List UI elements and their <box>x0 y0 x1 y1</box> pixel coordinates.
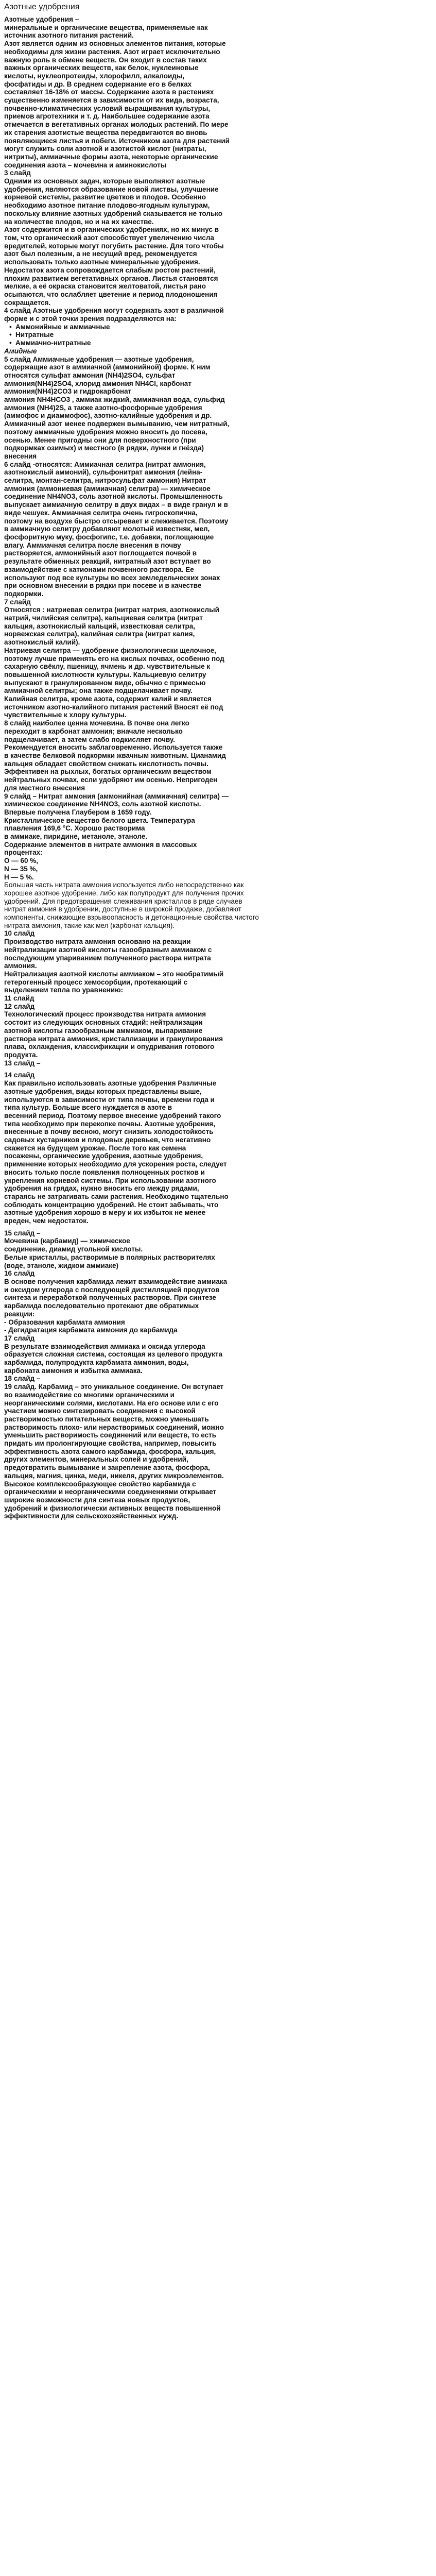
text-line: широкие возможности для синтеза новых продуктов, <box>4 1496 190 1504</box>
text-line: 6 слайд -относятся: Аммиачная селитра (нитрат аммония, <box>4 460 206 468</box>
text-line: и оксидом углерода с последующей дистилляцией продуктов <box>4 1285 220 1294</box>
text-line: 8 слайд наиболее ценна мочевина. В почве она легко <box>4 719 189 727</box>
text-line: 9 слайд – Нитрат аммония (аммонийная (аммиачная) селитра) — <box>4 792 229 800</box>
text-line: том, что органический азот способствует увеличению числа <box>4 233 215 242</box>
text-line: аммония(NH4)2CO3 и гидрокарбонат <box>4 387 132 396</box>
text-line: укрепления корневой системы. При использовании азотного <box>4 1176 216 1184</box>
text-line: химическое соединение NH4NO3, соль азотной кислоты. <box>4 800 201 808</box>
text-line: влагу. Аммиачная селитра после внесения в почву <box>4 541 181 549</box>
text-line: нейтральных почвах, если удобряют им осенью. Непригоден <box>4 776 218 784</box>
text-line: садовых кустарников и плодовых деревьев, что негативно <box>4 1136 211 1144</box>
text-line: скажется на будущем урожае. После того как семена <box>4 1144 186 1152</box>
text-line: Как правильно использовать азотные удобрения Различные <box>4 1079 217 1088</box>
text-line: Калийная селитра, кроме азота, содержит калий и является <box>4 695 212 703</box>
text-line: 12 слайд <box>4 1002 35 1010</box>
text-line: нейтрализации азотной кислоты газообразным аммиаком с <box>4 945 212 954</box>
text-line: Амидные <box>4 347 37 355</box>
text-line: удобрений. Для предотвращения слеживания кристаллов в ряде случаев <box>4 897 242 905</box>
text-line: необходимы для жизни растения. Азот играет исключительно <box>4 47 220 56</box>
text-line: соблюдать концентрацию удобрений. Не стоит забывать, что <box>4 1200 219 1209</box>
text-line: выпускают в гранулированном виде, обычно с примесью <box>4 679 206 687</box>
text-line: 18 слайд – <box>4 1375 41 1383</box>
spacer <box>4 1225 432 1229</box>
text-line: Нейтрализация азотной кислоты аммиаком – это необратимый <box>4 970 224 978</box>
text-line: 11 слайд <box>4 994 34 1003</box>
text-line: плавления 169,6 °C. Хорошо растворима <box>4 824 145 833</box>
text-line: чувствительные к хлору культуры. <box>4 711 127 719</box>
text-line: Азот является одним из основных элементов питания, которые <box>4 40 226 48</box>
text-line: источник азотного питания растений. <box>4 31 134 40</box>
text-line: удобрения на грядах, нужно вносить его между рядами, <box>4 1184 199 1193</box>
text-line: образуется сложная система, состоящая из целевого продукта <box>4 1350 223 1359</box>
text-line: Недостаток азота сопровождается слабым ростом растений, <box>4 266 216 274</box>
text-line: азотнокислый калий). <box>4 638 80 647</box>
text-line: вредителей, которые могут погубить растение. Для того чтобы <box>4 242 224 250</box>
text-line: эффективность азота самого карбамида, фосфора, кальция, <box>4 1447 216 1455</box>
text-line: в аммиачную селитру добавляют молотый известняк, мел, <box>4 525 210 533</box>
text-line: неорганическими солями, кислотами. На его основе или с его <box>4 1399 219 1407</box>
text-line: кальция, магния, цинка, меди, никеля, других микроэлементов. <box>4 1471 224 1480</box>
text-line: азотные удобрения, виды которых представлены выше, <box>4 1087 202 1095</box>
text-line: азотные удобрения хорошо в меру и их избыток не менее <box>4 1209 206 1217</box>
text-line: аммиачной селитры; она также подщелачивает почву. <box>4 687 193 695</box>
text-line: во взаимодействие со многими органическими и <box>4 1391 175 1399</box>
text-line: Эффективен на рыхлых, богатых органическим веществом <box>4 768 212 776</box>
text-line: подкормки. <box>4 589 44 598</box>
text-line: нитрат аммония в удобрении, доступные в широкой продаже, добавляют <box>4 905 241 913</box>
text-line: удобрения, являются образование новой листвы, улучшение <box>4 185 219 193</box>
text-line: типа необходимо при перекопке почвы. Азотные удобрения, <box>4 1120 215 1128</box>
text-line: посажены, органические удобрения, азотные удобрения, <box>4 1152 203 1160</box>
text-line: карбоната аммония и избытка аммиака. <box>4 1366 143 1375</box>
text-line: Технологический процесс производства нитрата аммония <box>4 1010 206 1019</box>
text-line: соединение, диамид угольной кислоты. <box>4 1245 143 1253</box>
text-line: взаимодействие с катионами почвенного раствора. Ее <box>4 565 194 573</box>
text-line: приемов агротехники и т. д. Наибольшее содержание азота <box>4 112 210 121</box>
text-line: процентах: <box>4 849 43 857</box>
text-line: в аммиаке, пиридине, метаноле, этаноле. <box>4 833 148 841</box>
text-line: состоит из следующих основных стадий: нейтрализации <box>4 1019 203 1027</box>
text-line: предотвратить вымывание и закрепление азота, фосфора, <box>4 1464 210 1472</box>
text-line: внесения <box>4 452 37 460</box>
text-line: эффективности для сельскохозяйственных нужд. <box>4 1512 179 1520</box>
spacer <box>4 1067 432 1071</box>
text-line: кальция обладает свойством снижать кислотность почвы. <box>4 759 208 768</box>
list-item: • Нитратные <box>4 331 432 339</box>
text-line: 7 слайд <box>4 598 31 606</box>
text-line: гетерогенный процесс хемосорбции, протекающий с <box>4 978 188 986</box>
text-line: осенью. Менее пригодны они для поверхностного (при <box>4 436 196 444</box>
text-line: используют под все культуры во всех земледельческих зонах <box>4 573 220 582</box>
text-line: растворяется, аммонийный азот поглощается почвой в <box>4 549 197 557</box>
text-line: реакции: <box>4 1310 35 1318</box>
text-line: сахарную свёклу, пшеницу, ячмень и др. чувствительные к <box>4 663 211 671</box>
document-body <box>4 15 432 1520</box>
text-line: В основе получения карбамида лежит взаимодействие аммиака <box>4 1277 228 1285</box>
text-line: Впервые получена Глаубером в 1659 году. <box>4 808 152 816</box>
text-line: органическими и неорганическими соединениями открывает <box>4 1488 217 1496</box>
text-line: важных органических веществ, как белок, нуклеиновые <box>4 64 199 72</box>
text-line: вреден, чем недостаток. <box>4 1217 89 1225</box>
text-line: вносить только после появления полноценных ростков и <box>4 1168 205 1176</box>
text-line: O — 60 %, <box>4 857 39 865</box>
text-line: - Образования карбамата аммония <box>4 1318 125 1326</box>
text-line: - Дегидратация карбамата аммония до карбамида <box>4 1326 178 1334</box>
text-line: 15 слайд – <box>4 1229 41 1237</box>
text-line: H — 5 %. <box>4 873 34 881</box>
text-line: растворимостью питательных веществ, можно уменьшать <box>4 1415 209 1423</box>
text-line: повышенной кислотности культуры. Кальциевую селитру <box>4 670 206 679</box>
text-line: сокращается. <box>4 298 51 307</box>
text-line: важную роль в обмене веществ. Он входит в состав таких <box>4 56 207 64</box>
text-line: раствора нитрата аммония, кристаллизации и гранулирования <box>4 1035 223 1043</box>
text-line: соединения азота – мочевина и аминокислоты <box>4 161 167 169</box>
text-line: карбамида, полупродукта карбамата аммония, воды, <box>4 1359 189 1367</box>
text-line: последующим упариванием полученного раствора нитрата <box>4 954 211 962</box>
text-line: внесенные в почву весною, могут снизить холодостойкость <box>4 1128 214 1136</box>
text-line: аммония (аммониевая (аммиачная) селитра) — химическое <box>4 484 211 493</box>
list-item: • Аммиачно-нитратные <box>4 339 432 347</box>
text-line: Одними из основных задач, которые выполняют азотные <box>4 177 205 185</box>
text-line: участием можно синтезировать соединения с высокой <box>4 1407 196 1415</box>
text-line: 16 слайд <box>4 1269 35 1278</box>
text-line: натрий, чилийская селитра), кальциевая селитра (нитрат <box>4 614 203 622</box>
text-line: 14 слайд <box>4 1071 35 1079</box>
text-line: фосфоритную муку, фосфогипс, т.е. добавки, поглощающие <box>4 533 214 541</box>
text-line: 17 слайд <box>4 1334 35 1342</box>
text-line: содержащие азот в аммиачной (аммонийной) форме. К ним <box>4 363 211 371</box>
text-line: 4 слайд Азотные удобрения могут содержать азот в различной <box>4 307 224 315</box>
text-line: Кристаллическое вещество белого цвета. Температура <box>4 816 195 824</box>
text-line: плава, охлаждения, классификации и опудривания готового <box>4 1043 215 1051</box>
text-line: хорошее азотное удобрение, либо как полупродукт для получения прочих <box>4 889 244 897</box>
text-line: применение которых необходимо для ускорения роста, следует <box>4 1160 227 1168</box>
text-line: 10 слайд <box>4 929 35 938</box>
text-line: карбамида последовательно протекают две обратимых <box>4 1302 199 1310</box>
text-line: нитрата аммония, такие как мел (карбонат кальция). <box>4 921 175 929</box>
text-line: составляет 16-18% от массы. Содержание азота в растениях <box>4 88 214 96</box>
text-line: фосфатиды и др. В среднем содержание его в белках <box>4 80 192 88</box>
text-line: весенний период. Поэтому первое внесение удобрений такого <box>4 1111 221 1120</box>
text-line: мелкие, а её окраска становится желтоватой, листья рано <box>4 282 206 291</box>
text-line: поэтому лучше применять его на кислых почвах, особенно под <box>4 654 224 663</box>
text-line: В результате взаимодействия аммиака и оксида углерода <box>4 1342 205 1350</box>
text-line: поэтому аммиачные удобрения можно вносить до посева, <box>4 428 207 436</box>
text-line: нитриты), аммиачные формы азота, некоторые органические <box>4 152 218 161</box>
text-line: стараясь не затрагивать сами растения. Необходимо тщательно <box>4 1192 229 1200</box>
text-line: почвенно-климатических условий выращивания культуры, <box>4 104 211 112</box>
text-line: азотнокислый аммоний), сульфонитрат аммония (лейна- <box>4 468 203 477</box>
text-line: подкормках озимых) и местного (в рядки, лунки и гнёзда) <box>4 444 204 452</box>
text-line: (аммофос и диаммофос), азотно-калийные удобрения и др. <box>4 412 212 420</box>
text-line: существенно изменяется в зависимости от их вида, возраста, <box>4 96 219 105</box>
text-line: удобрений и физиологически активных веществ повышенной <box>4 1504 221 1512</box>
text-line: подщелачивает, а затем слабо подкисляет почву. <box>4 735 175 743</box>
text-line: при основном внесении в рядки при посеве и в качестве <box>4 582 202 590</box>
text-line: придать им пролонгирующие свойства, например, повысить <box>4 1439 217 1448</box>
text-line: результате обменных реакций, нитратный азот вступает во <box>4 557 211 566</box>
text-line: осыпаются, что ослабляет цветение и период плодоношения <box>4 290 218 298</box>
text-line: кальция, азотнокислый кальций, известковая селитра, <box>4 622 196 630</box>
text-line: форме и с этой точки зрения подразделяются на: <box>4 315 177 323</box>
text-line: плохим развитием вегетативных органов. Листья становятся <box>4 274 218 282</box>
text-line: поэтому на воздухе быстро отсыревает и слеживается. Поэтому <box>4 517 229 525</box>
text-line: азот был полезным, а не несущий вред, рекомендуется <box>4 250 197 258</box>
text-line: 3 слайд <box>4 169 31 177</box>
text-line: на количестве плодов, но и на их качестве. <box>4 217 154 226</box>
text-line: появляющиеся листья и побеги. Источником азота для растений <box>4 137 230 145</box>
text-line: Натриевая селитра — удобрение физиологически щелочное, <box>4 646 217 654</box>
text-line: Рекомендуется вносить заблаговременно. Используется также <box>4 743 223 752</box>
text-line: используются в зависимости от типа почвы, времени года и <box>4 1095 215 1104</box>
text-line: переходит в карбонат аммония; вначале несколько <box>4 727 183 735</box>
text-line: Относятся : натриевая селитра (нитрат натрия, азотнокислый <box>4 606 219 614</box>
text-line: Высокое комплексообразующее свойство карбамида с <box>4 1480 196 1488</box>
text-line: растворимость плохо- или нерастворимых соединений, можно <box>4 1423 224 1431</box>
text-line: (воде, этаноле, жидком аммиаке) <box>4 1261 119 1269</box>
text-line: поскольку влияние азотных удобрений сказывается не только <box>4 209 222 217</box>
text-line: 5 слайд Аммиачные удобрения — азотные удобрения, <box>4 355 194 363</box>
text-line: относятся сульфат аммония (NH4)2SO4, сульфат <box>4 371 176 379</box>
text-line: для местного внесения <box>4 784 85 792</box>
text-line: 19 слайд. Карбамид – это уникальное соединение. Он вступает <box>4 1383 224 1391</box>
text-line: N — 35 %, <box>4 865 38 873</box>
text-line: отмечается в вегетативных органах молодых растений. По мере <box>4 121 229 129</box>
text-line: Мочевина (карбамид) — химическое <box>4 1237 130 1245</box>
text-line: Содержание элементов в нитрате аммония в массовых <box>4 840 197 849</box>
text-line: Азотные удобрения – <box>4 15 79 23</box>
page-title: Азотные удобрения <box>4 3 80 11</box>
text-line: могут служить соли азотной и азотистой кислот (нитраты, <box>4 145 206 153</box>
text-line: в качестве белковой подкормки жвачным животным. Цианамид <box>4 751 226 759</box>
text-line: выделением тепла по уравнению: <box>4 986 124 994</box>
text-line: Большая часть нитрата аммония используется либо непосредственно как <box>4 881 244 889</box>
text-line: 13 слайд – <box>4 1059 41 1067</box>
text-line: корневой системы, развитие цветков и плодов. Особенно <box>4 193 206 201</box>
text-line: виде чешуек. Аммиачная селитра очень гигроскопична, <box>4 509 198 517</box>
text-line: минеральные и органические вещества, применяемые как <box>4 23 208 31</box>
text-line: селитра, монтан-селитра, нитросульфат аммония) Нитрат <box>4 477 206 485</box>
text-line: соединение NH4NO3, соль азотной кислоты. Промышленность <box>4 493 223 501</box>
text-line: кислоты, нуклеопротеиды, хлорофилл, алкалоиды, <box>4 72 185 80</box>
text-line: Белые кристаллы, растворимые в полярных растворителях <box>4 1253 215 1261</box>
text-line: азотной кислоты газообразным аммиаком, выпаривание <box>4 1026 203 1035</box>
text-line: синтеза и переработкой полученных растворов. При синтезе <box>4 1294 216 1302</box>
text-line: их старения азотистые вещества передвигаются во вновь <box>4 128 207 137</box>
text-line: норвежская селитра), калийная селитра (нитрат калия, <box>4 630 195 638</box>
text-line: типа культур. Больше всего нуждается в азоте в <box>4 1104 172 1112</box>
text-line: уменьшить растворимость соединений или веществ, то есть <box>4 1431 216 1439</box>
text-line: аммония. <box>4 962 37 970</box>
text-line: источником азотно-калийного питания растений Вносят её под <box>4 703 223 711</box>
text-line: продукта. <box>4 1051 38 1059</box>
text-line: необходимо азотное питание плодово-ягодным культурам, <box>4 201 210 210</box>
text-line: аммония(NH4)2SO4, хлорид аммония NH4Cl, карбонат <box>4 379 191 387</box>
text-line: выпускает аммиачную селитру в двух видах – в виде гранул и в <box>4 501 228 509</box>
list-item: • Аммонийные и аммиачные <box>4 323 432 331</box>
text-line: других элементов, минеральных солей и удобрений, <box>4 1455 188 1464</box>
text-line: использовать только азотные минеральные удобрения. <box>4 258 200 266</box>
text-line: Производство нитрата аммония основано на реакции <box>4 938 191 946</box>
text-line: компоненты, снижающие взрывоопасность и детонационные свойства чистого <box>4 913 259 922</box>
text-line: Азот содержится и в органических удобрениях, но их минус в <box>4 226 219 234</box>
text-line: аммония (NH4)2S, а также азотно-фосфорные удобрения <box>4 403 202 412</box>
text-line: Аммиачный азот менее подвержен вымыванию, чем нитратный, <box>4 420 230 428</box>
text-line: аммония NH4HCO3 , аммиак жидкий, аммиачная вода, сульфид <box>4 396 225 404</box>
